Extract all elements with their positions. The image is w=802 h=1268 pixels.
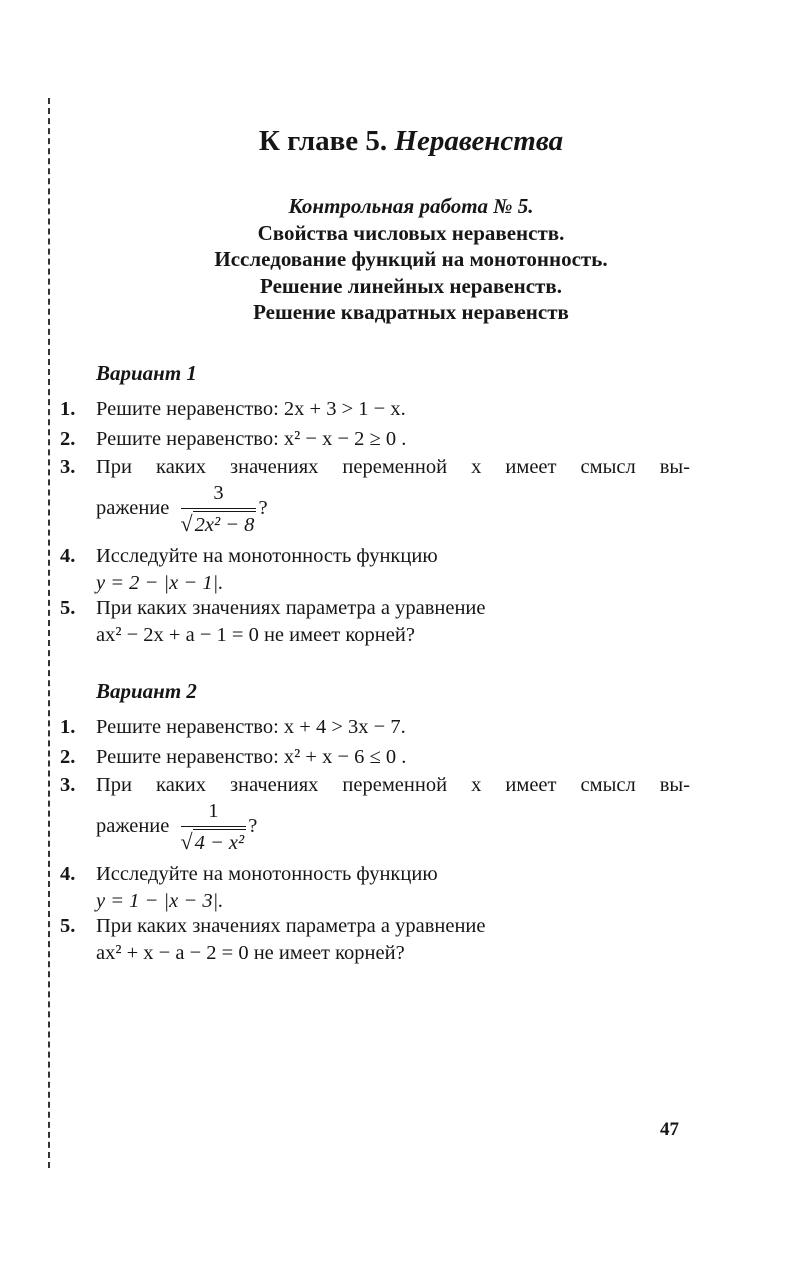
task-text: При каких значениях переменной x имеет смысл вы-: [96, 456, 690, 478]
task-text-continued: ражение: [96, 815, 170, 838]
task-number: 2.: [60, 428, 76, 450]
question-mark: ?: [258, 497, 268, 520]
variant-2-heading: Вариант 2: [96, 679, 197, 703]
task-text: При каких значениях параметра a уравнение: [96, 915, 486, 937]
page-number: 47: [660, 1119, 679, 1140]
task-number: 4.: [60, 545, 76, 567]
task-formula: y = 2 − |x − 1|.: [96, 572, 224, 594]
fraction: [181, 798, 247, 857]
test-title-line-2: Свойства числовых неравенств.: [257, 220, 565, 245]
task-text: Решите неравенство: 2x + 3 > 1 − x.: [96, 398, 406, 420]
task-formula: ax² + x − a − 2 = 0 не имеет корней?: [96, 942, 405, 964]
variant-2-task-5: [60, 913, 690, 969]
fraction-denominator: [181, 509, 257, 539]
chapter-prefix: К главе 5.: [258, 125, 388, 157]
task-text: Решите неравенство: x + 4 > 3x − 7.: [96, 716, 406, 738]
task-number: 4.: [60, 863, 76, 885]
variant-1-task-5: [60, 595, 690, 651]
task-expression: [96, 798, 257, 857]
fraction: [181, 480, 257, 539]
square-root: √2x² − 8: [181, 510, 257, 539]
task-number: 2.: [60, 746, 76, 768]
test-title-line-3: Исследование функций на монотонность.: [214, 247, 608, 271]
test-title-line-4: Решение линейных неравенств.: [260, 273, 562, 298]
chapter-title: [0, 123, 802, 159]
chapter-name: Неравенства: [394, 125, 564, 157]
task-expression: [96, 480, 268, 539]
variant-1-task-4: [60, 543, 690, 599]
fraction-denominator: [181, 827, 247, 857]
test-title-line-5: Решение квадратных неравенств: [253, 300, 569, 324]
fraction-numerator: 1: [181, 798, 247, 827]
variant-2-task-4: [60, 861, 690, 917]
variant-2-task-3: [60, 772, 690, 862]
task-text: При каких значениях переменной x имеет смысл вы-: [96, 774, 690, 796]
test-title: [0, 193, 802, 326]
task-number: 1.: [60, 398, 76, 420]
task-text: При каких значениях параметра a уравнение: [96, 597, 486, 619]
task-formula: ax² − 2x + a − 1 = 0 не имеет корней?: [96, 624, 415, 646]
task-number: 5.: [60, 597, 76, 619]
task-formula: y = 1 − |x − 3|.: [96, 890, 224, 912]
task-text-continued: ражение: [96, 497, 170, 520]
task-text: Решите неравенство: x² + x − 6 ≤ 0 .: [96, 746, 407, 768]
task-text: Исследуйте на монотонность функцию: [96, 863, 438, 885]
square-root: √4 − x²: [181, 828, 247, 857]
task-number: 3.: [60, 456, 76, 478]
variant-1-task-3: [60, 454, 690, 544]
test-title-line-1: Контрольная работа № 5.: [288, 194, 534, 218]
task-number: 1.: [60, 716, 76, 738]
radicand: 4 − x²: [193, 829, 247, 857]
task-text: Исследуйте на монотонность функцию: [96, 545, 438, 567]
radicand: 2x² − 8: [193, 511, 257, 539]
task-number: 3.: [60, 774, 76, 796]
task-text: Решите неравенство: x² − x − 2 ≥ 0 .: [96, 428, 407, 450]
fraction-numerator: 3: [181, 480, 257, 509]
variant-1-heading: Вариант 1: [96, 361, 197, 385]
question-mark: ?: [248, 815, 258, 838]
task-number: 5.: [60, 915, 76, 937]
